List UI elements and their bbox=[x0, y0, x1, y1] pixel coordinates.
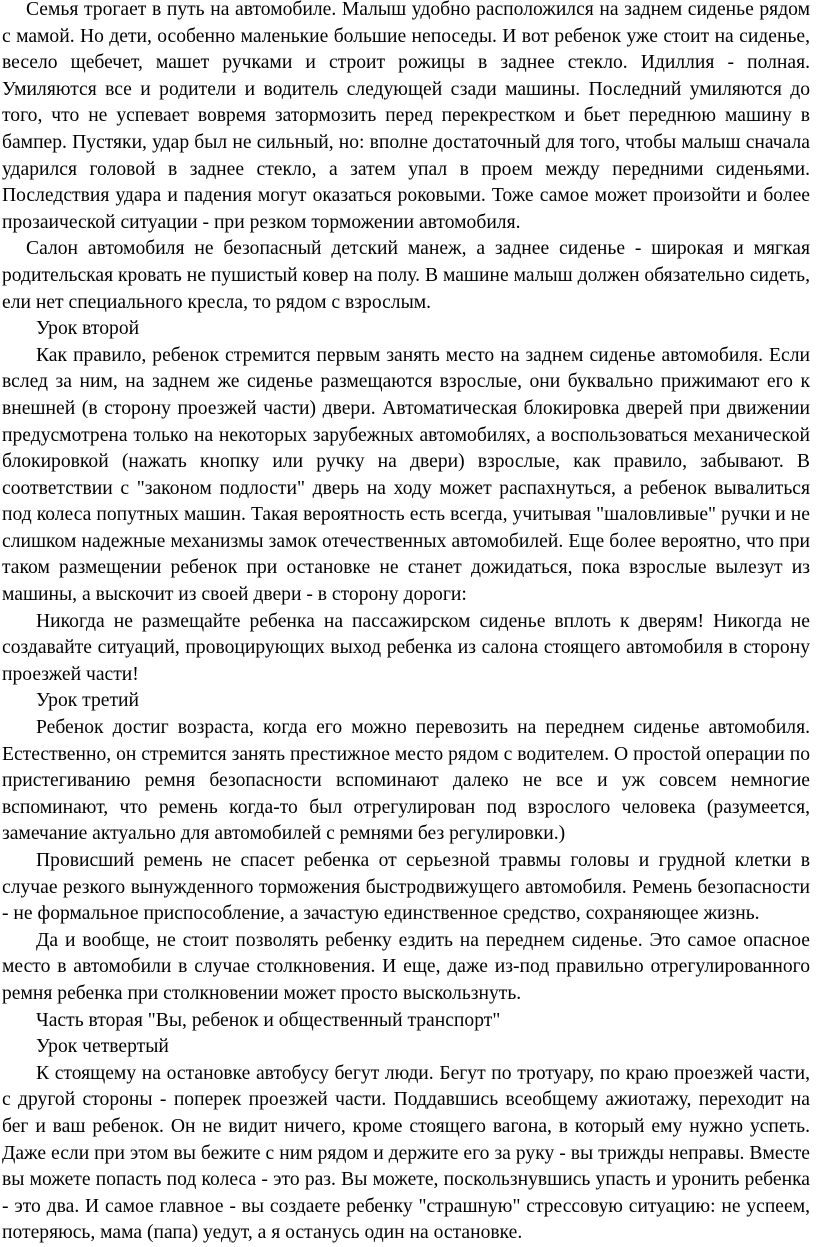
paragraph-front-danger: Да и вообще, не стоит позволять ребенку ездить на переднем сиденье. Это самое опасное место в автомобили в случае столкновения. И еще, даже из-под правильно отрегулированного ремня ребенка при столкновении может просто выскользнуть. bbox=[2, 929, 810, 1004]
paragraph-rear-seat: Как правило, ребенок стремится первым занять место на заднем сиденье автомобиля. Если вслед за ним, на заднем же сиденье размещаются взрослые, они буквально прижимают его к внешней (в сторону проезжей части) двери. Автоматическая блокировка дверей при движении предусмотрена только на некоторых зарубежных автомобилях, а воспользоваться механической блокировкой (нажать кнопку или ручку на двери) взрослые, как правило, забывают. В соответствии с "законом подлости" дверь на ходу может распахнуться, а ребенок вывалиться под колеса попутных машин. Такая вероятность есть всегда, учитывая "шаловливые" ручки и не слишком надежные механизмы замок отечественных автомобилей. Еще более вероятно, что при таком размещении ребенок при остановке не станет дожидаться, пока взрослые вылезут из машины, а выскочит из своей двери - в сторону дороги: bbox=[2, 344, 810, 606]
paragraph-bus-stop: К стоящему на остановке автобусу бегут люди. Бегут по тротуару, по краю проезжей части, с другой стороны - поперек проезжей части. Поддавшись всеобщему ажиотажу, переходит на бег и ваш ребенок. Он не видит ничего, кроме стоящего вагона, в который ему нужно успеть. Даже если при этом вы бежите с ним рядом и держите его за руку - вы трижды неправы. Вместе вы можете попасть под колеса - это раз. Вы можете, поскользнувшись упасть и уронить ребенка - это два. И самое главное - вы создаете ребенку "страшную" стрессовую ситуацию: не успеем, потеряюсь, мама (папа) уедут, а я останусь один на остановке. bbox=[2, 1062, 810, 1244]
paragraph-warning: Никогда не размещайте ребенка на пассажирском сиденье вплоть к дверям! Никогда не создавайте ситуаций, провоцирующих выход ребенка из салона стоящего автомобиля в сторону проезжей части! bbox=[2, 610, 810, 685]
heading-lesson-four: Урок четвертый bbox=[36, 1036, 169, 1058]
paragraph-seatbelt: Провисший ремень не спасет ребенка от серьезной травмы головы и грудной клетки в случае резкого вынужденного торможения быстродвижущего автомобиля. Ремень безопасности - не формальное приспособление, а зачастую единственное средство, сохраняющее жизнь. bbox=[2, 850, 810, 925]
heading-lesson-two: Урок второй bbox=[36, 318, 140, 340]
paragraph-car-interior: Салон автомобиля не безопасный детский манеж, а заднее сиденье - широкая и мягкая родительская кровать не пушистый ковер на полу. В машине малыш должен обязательно сидеть, ели нет специального кресла, то рядом с взрослым. bbox=[2, 238, 810, 313]
paragraph-intro: Семья трогает в путь на автомобиле. Малыш удобно расположился на заднем сиденье рядом с мамой. Но дети, особенно маленькие большие непоседы. И вот ребенок уже стоит на сиденье, весело щебечет, машет ручками и строит рожицы в заднее стекло. Идиллия - полная. Умиляются все и родители и водитель следующей сзади машины. Последний умиляются до того, что не успевает вовремя затормозить перед перекрестком и бьет переднюю машину в бампер. Пустяки, удар был не сильный, но: вполне достаточный для того, чтобы малыш сначала ударился головой в заднее стекло, а затем упал в проем между передними сиденьями. Последствия удара и падения могут оказаться роковыми. Тоже самое может произойти и более прозаической ситуации - при резком торможении автомобиля. bbox=[2, 0, 810, 233]
paragraph-front-seat: Ребенок достиг возраста, когда его можно перевозить на переднем сиденье автомобиля. Естественно, он стремится занять престижное место рядом с водителем. О простой операции по пристегиванию ремня безопасности вспоминают далеко не все и уж совсем немногие вспоминают, что ремень когда-то был отрегулирован под взрослого человека (разумеется, замечание актуально для автомобилей с ремнями без регулировки.) bbox=[2, 717, 810, 845]
heading-part-two: Часть вторая "Вы, ребенок и общественный транспорт" bbox=[36, 1009, 501, 1031]
heading-lesson-three: Урок третий bbox=[36, 690, 139, 712]
